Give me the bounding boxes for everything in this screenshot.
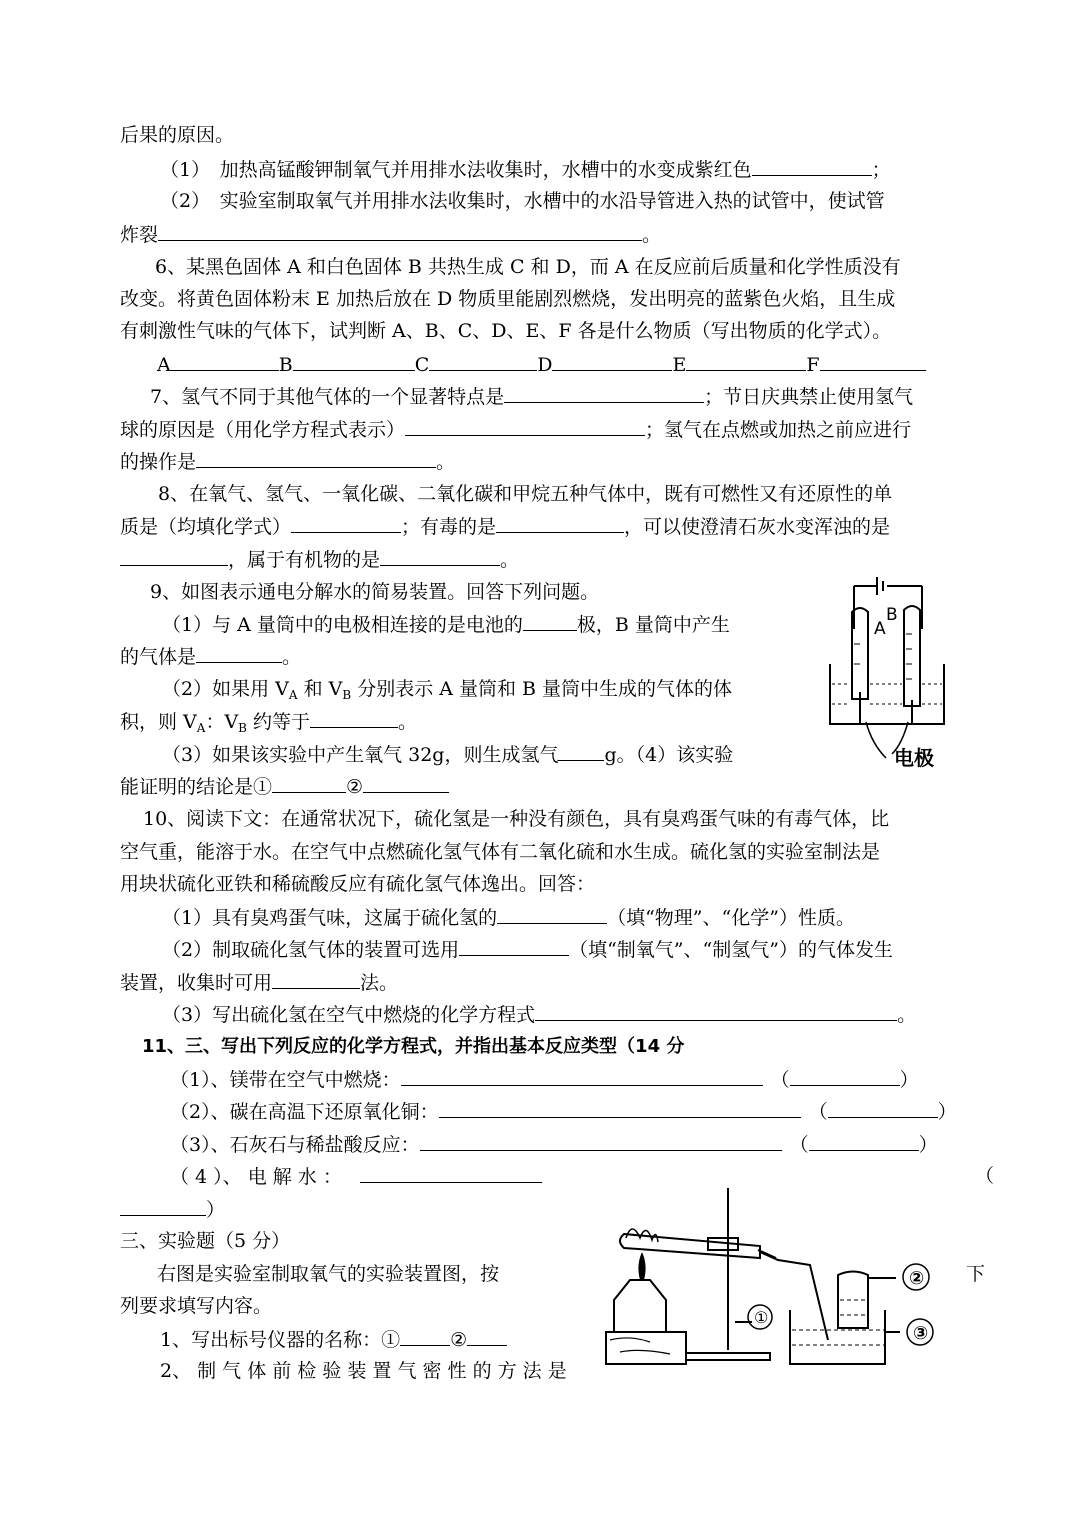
label-a: A <box>874 619 886 639</box>
subscript: B <box>238 721 247 735</box>
line <box>162 740 733 769</box>
electrolysis-diagram <box>822 574 982 774</box>
oxygen-apparatus-diagram <box>600 1180 945 1375</box>
paren: ） <box>899 1069 919 1091</box>
answer-blank[interactable] <box>686 350 806 371</box>
line-text: （填“物理”、“化学”）性质。 <box>607 907 855 929</box>
line <box>120 447 455 476</box>
label-1: ① <box>754 1308 769 1327</box>
line-text: 和 V <box>297 678 343 700</box>
line-text: ；有毒的是 <box>401 516 497 538</box>
answer-blank[interactable] <box>420 1130 782 1151</box>
answer-blank[interactable] <box>535 1000 897 1021</box>
line-text: 分别表示 A 量筒和 B 量筒中生成的气体的体 <box>351 678 733 700</box>
answer-blank[interactable] <box>401 1065 763 1086</box>
line-text: （1） 加热高锰酸钾制氧气并用排水法收集时，水槽中的水变成紫红色 <box>160 159 752 181</box>
line-text: 空气重，能溶于水。在空气中点燃硫化氢气体有二氧化硫和水生成。硫化氢的实验室制法是 <box>120 841 881 863</box>
line-text: （1）具有臭鸡蛋气味，这属于硫化氢的 <box>162 907 498 929</box>
label-3: ③ <box>913 1323 929 1344</box>
line <box>162 1000 916 1029</box>
line <box>162 903 855 932</box>
section-heading: 三、实验题（5 分） <box>120 1230 291 1252</box>
question-5-1 <box>160 155 891 184</box>
line-text: 极，B 量筒中产生 <box>576 614 730 636</box>
electrode-label: 电极 <box>894 746 934 770</box>
answer-blank[interactable] <box>459 935 569 956</box>
answer-blank[interactable] <box>360 1162 542 1183</box>
line-text: （2）制取硫化氢气体的装置可选用 <box>162 939 460 961</box>
line-text: 右图是实验室制取氧气的实验装置图，按 <box>157 1263 500 1285</box>
line-text: 法。 <box>360 972 399 994</box>
label-b: B <box>886 605 898 625</box>
line-text: 约等于 <box>247 711 311 733</box>
equation-3 <box>170 1130 938 1159</box>
line-text: g。（4）该实验 <box>604 744 734 766</box>
label-d: D <box>537 354 553 376</box>
line-text: ；氢气在点燃或加热之前应进行 <box>645 419 912 441</box>
answer-blank[interactable] <box>196 642 282 663</box>
line-text: （3）如果该实验中产生氧气 32g，则生成氢气 <box>162 744 559 766</box>
paren: （ <box>789 1134 809 1156</box>
answer-blank[interactable] <box>523 610 577 631</box>
line-text: ：V <box>205 711 239 733</box>
line <box>120 642 301 671</box>
answer-blank[interactable] <box>828 1097 938 1118</box>
line-text: （2）如果用 V <box>162 678 289 700</box>
line-text: 列要求填写内容。 <box>120 1295 273 1317</box>
line <box>120 545 519 574</box>
question-9: 9、如图表示通电分解水的简易装置。回答下列问题。 <box>150 581 600 603</box>
equation-1 <box>170 1065 919 1094</box>
line-text: （3）、石灰石与稀盐酸反应： <box>170 1134 420 1156</box>
line-text: 。 <box>436 451 456 473</box>
line-text: 有刺激性气味的气体下，试判断 A、B、C、D、E、F 各是什么物质（写出物质的化学式）。 <box>120 320 892 342</box>
answer-blank[interactable] <box>497 903 607 924</box>
line-text: 积，则 V <box>120 711 197 733</box>
line-text: 。 <box>897 1004 917 1026</box>
answer-blank[interactable] <box>158 220 642 241</box>
label-2: ② <box>909 1268 925 1289</box>
line <box>120 1195 225 1224</box>
line <box>160 1325 507 1354</box>
answer-blank[interactable] <box>752 155 872 176</box>
line-text: ② <box>450 1329 468 1351</box>
line <box>120 415 911 444</box>
answer-blank[interactable] <box>196 447 436 468</box>
answer-blank[interactable] <box>363 772 449 793</box>
line-text: 的气体是 <box>120 646 197 668</box>
label-a: A <box>157 354 171 376</box>
line-text: ② <box>346 776 364 798</box>
answer-blank[interactable] <box>504 382 704 403</box>
label-e: E <box>672 354 687 376</box>
question-5-2: （2） 实验室制取氧气并用排水法收集时，水槽中的水沿导管进入热的试管中，使试管 <box>160 190 885 212</box>
line-text: 。 <box>398 711 418 733</box>
answer-blank[interactable] <box>400 1325 450 1346</box>
subscript: A <box>196 721 206 735</box>
question-5-2-cont <box>120 220 661 249</box>
line-text: 7、氢气不同于其他气体的一个显著特点是 <box>150 386 505 408</box>
paren: ） <box>206 1199 226 1221</box>
label-b: B <box>278 354 293 376</box>
answer-blank[interactable] <box>310 707 398 728</box>
line-text: 装置，收集时可用 <box>120 972 273 994</box>
line <box>120 772 449 801</box>
line-text: 。 <box>642 224 662 246</box>
line-text: ； <box>871 159 891 181</box>
line-text: 的操作是 <box>120 451 197 473</box>
answer-blank[interactable] <box>809 1130 919 1151</box>
paren: ） <box>937 1101 957 1123</box>
answer-blank[interactable] <box>380 545 500 566</box>
question-11-heading: 11、三、写出下列反应的化学方程式，并指出基本反应类型（14 分 <box>142 1036 685 1057</box>
subscript: B <box>342 688 352 702</box>
line-text: 。 <box>282 646 302 668</box>
equation-4 <box>170 1162 542 1191</box>
question-6: 6、某黑色固体 A 和白色固体 B 共热生成 C 和 D，而 A 在反应前后质量和化学性质没有 <box>155 256 901 278</box>
line-text: ，可以使澄清石灰水变浑浊的是 <box>624 516 891 538</box>
answer-blank[interactable] <box>272 968 360 989</box>
answer-blank[interactable] <box>496 512 624 533</box>
line-text: 用块状硫化亚铁和稀硫酸反应有硫化氢气体逸出。回答： <box>120 873 596 895</box>
line <box>162 610 730 639</box>
line-text: （ 4 ）、 电 解 水 ： <box>170 1166 342 1188</box>
answer-blank[interactable] <box>272 772 346 793</box>
answer-blank[interactable] <box>171 350 279 371</box>
answer-blank[interactable] <box>467 1325 507 1346</box>
paren: （ <box>808 1101 828 1123</box>
line-text: 。 <box>500 549 520 571</box>
line-text: ，属于有机物的是 <box>228 549 381 571</box>
question-8: 8、在氧气、氢气、一氧化碳、二氧化碳和甲烷五种气体中，既有可燃性又有还原性的单 <box>158 483 893 505</box>
question-7 <box>150 382 913 411</box>
line-text: 1、写出标号仪器的名称：① <box>160 1329 401 1351</box>
line-text: 改变。将黄色固体粉末 E 加热后放在 D 物质里能剧烈燃烧，发出明亮的蓝紫色火焰，且生成 <box>120 288 896 310</box>
answer-blank[interactable] <box>291 512 401 533</box>
paren: ） <box>918 1134 938 1156</box>
paren: （ <box>975 1165 995 1187</box>
question-6-blanks <box>157 350 926 379</box>
line-text: （3）写出硫化氢在空气中燃烧的化学方程式 <box>162 1004 536 1026</box>
line <box>162 935 893 964</box>
label-f: F <box>806 354 820 376</box>
paren: （ <box>770 1069 790 1091</box>
question-10: 10、阅读下文：在通常状况下，硫化氢是一种没有颜色，具有臭鸡蛋气味的有毒气体，比 <box>143 808 890 830</box>
line-text: 2、 制 气 体 前 检 验 装 置 气 密 性 的 方 法 是 <box>160 1360 567 1382</box>
subscript: A <box>288 688 298 702</box>
answer-blank[interactable] <box>293 350 415 371</box>
line-text: （1）与 A 量筒中的电极相连接的是电池的 <box>162 614 523 636</box>
answer-blank[interactable] <box>439 1097 801 1118</box>
line <box>120 968 398 997</box>
line-text: （2）、碳在高温下还原氧化铜： <box>170 1101 439 1123</box>
line-text: 质是（均填化学式） <box>120 516 292 538</box>
line-text: （1）、镁带在空气中燃烧： <box>170 1069 401 1091</box>
answer-blank[interactable] <box>790 1065 900 1086</box>
line <box>162 675 732 709</box>
answer-blank[interactable] <box>820 350 926 371</box>
line-text: 炸裂 <box>120 224 159 246</box>
line-text: 球的原因是（用化学方程式表示） <box>120 419 406 441</box>
answer-blank[interactable] <box>405 415 645 436</box>
line <box>120 512 890 541</box>
answer-blank[interactable] <box>558 740 604 761</box>
answer-blank[interactable] <box>552 350 672 371</box>
line-text: 能证明的结论是① <box>120 776 273 798</box>
label-c: C <box>414 354 430 376</box>
line-text: 后果的原因。 <box>120 124 235 146</box>
line-text: （填“制氧气”、“制氢气”）的气体发生 <box>569 939 893 961</box>
answer-blank[interactable] <box>120 545 228 566</box>
line <box>120 707 417 742</box>
line-text: 下 <box>966 1263 986 1285</box>
answer-blank[interactable] <box>429 350 537 371</box>
line-text: ；节日庆典禁止使用氢气 <box>704 386 914 408</box>
answer-blank[interactable] <box>120 1195 206 1216</box>
equation-2 <box>170 1097 957 1126</box>
